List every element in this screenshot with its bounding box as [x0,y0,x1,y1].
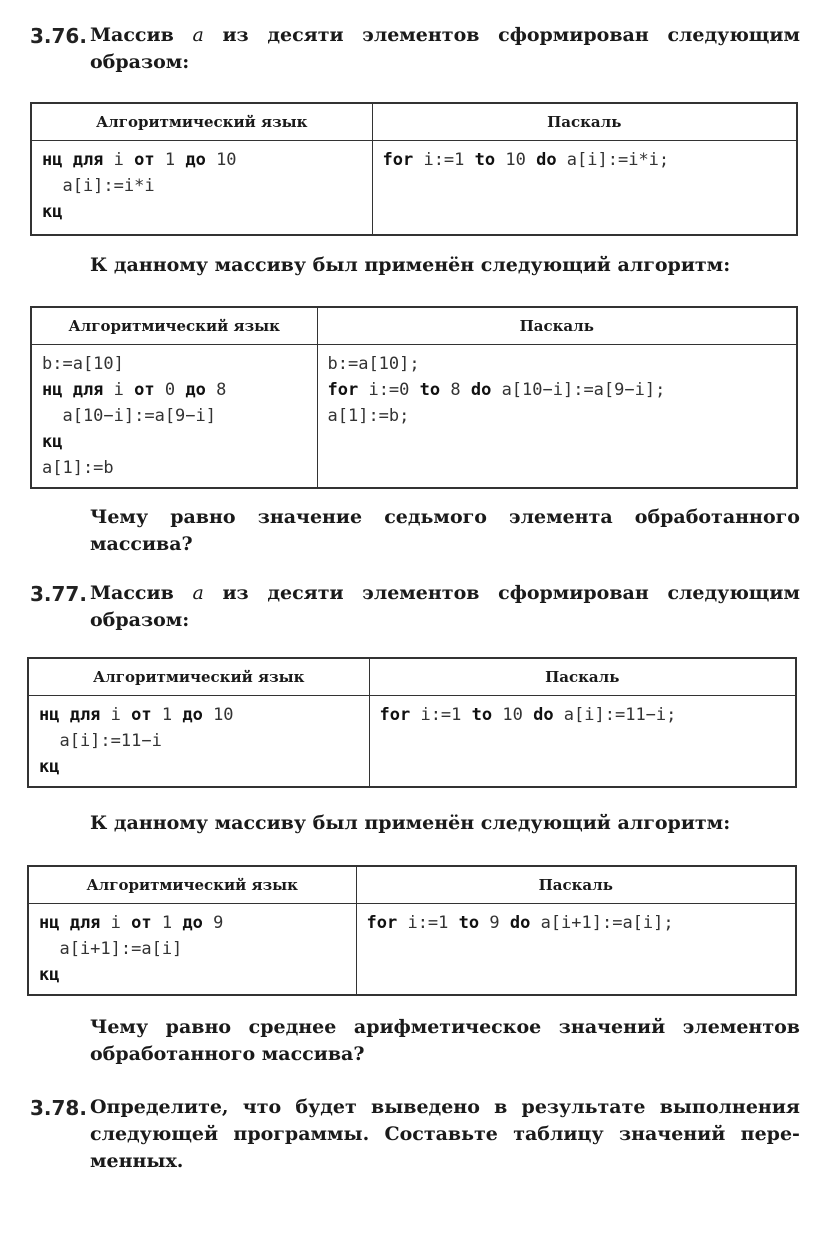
code-token: do [509,913,531,933]
code-token: i [100,913,132,933]
column-header: Алгоритмический язык [28,658,369,696]
code-line [42,429,307,455]
word: десяти [267,24,344,46]
word: будет [295,1096,357,1118]
code-token: до [182,913,203,933]
code-token: i:=0 [358,380,420,400]
word: результате [521,1096,646,1118]
word: сформирован [498,24,649,46]
code-token: i [100,705,132,725]
problem-text-line [90,1094,800,1121]
column-header: Паскаль [317,307,797,345]
word: арифметическое [353,1016,542,1038]
code-line [380,702,786,728]
text-line: К данному массиву был применён следующий алгоритм: [90,254,731,276]
code-token: do [536,150,557,170]
code-line [39,936,346,962]
question-line: обработанного массива? [90,1043,365,1065]
word: элементов [362,24,480,46]
question [90,504,800,558]
problem-3-77-heading [30,580,800,634]
word: пере- [740,1123,800,1145]
problem-3-78 [30,1094,800,1175]
word: элементов [362,582,480,604]
code-token: нц для [42,150,104,170]
text-line: К данному массиву был применён следующий алгоритм: [90,812,731,834]
problem-intro-line [90,580,800,607]
problem-text-line: менных. [90,1150,184,1172]
algorithmic-code-cell [31,141,372,235]
word: из [222,582,249,604]
code-token: кц [39,757,60,777]
code-token: от [131,913,152,933]
code-token: b:=a[10] [42,354,124,374]
code-token: i:=1 [413,150,475,170]
column-header: Алгоритмический язык [31,103,372,141]
problem-number: 3.77. [30,582,87,606]
code-token: 9 [479,913,510,933]
pascal-code-cell [372,141,797,235]
pascal-code-cell [369,696,796,788]
code-token: for [366,913,398,933]
code-token: 8 [205,380,227,400]
code-token: do [533,705,554,725]
code-token: to [419,380,441,400]
code-token: a[10−i]:=a[9−i]; [491,380,666,400]
column-header: Паскаль [356,866,796,904]
code-token: до [182,705,203,725]
code-token: a[i]:=i*i; [556,150,670,170]
code-line [328,377,787,403]
code-token: to [458,913,480,933]
code-token: 10 [205,150,237,170]
code-token: a[10−i]:=a[9−i] [42,406,216,426]
code-line [39,702,359,728]
code-table [27,865,797,996]
code-line [42,147,362,173]
code-table [30,306,798,489]
code-token: нц для [42,380,104,400]
word: следующим [667,24,800,46]
code-token: 8 [440,380,471,400]
code-line [328,351,787,377]
word: среднее [248,1016,337,1038]
word: Чему [90,1016,149,1038]
word: элемента [509,506,613,528]
word: равно [165,1016,232,1038]
code-token: to [471,705,493,725]
problem-3-76-heading [30,22,800,76]
code-line [367,910,786,936]
code-line [42,455,307,481]
word: выполнения [659,1096,800,1118]
word: программы. [233,1123,370,1145]
code-line [39,754,359,780]
code-line [39,962,346,988]
code-token: 1 [151,913,183,933]
code-token: a[i]:=11−i; [553,705,677,725]
code-token: for [382,150,414,170]
code-token: i:=1 [397,913,459,933]
algorithmic-code-cell [31,345,317,489]
column-header: Алгоритмический язык [31,307,317,345]
code-token: 1 [151,705,183,725]
code-token: до [185,150,206,170]
code-table [27,657,797,788]
word: десяти [267,582,344,604]
problem-intro-line: образом: [90,51,190,73]
word: Чему [90,506,149,528]
word: Составьте [384,1123,498,1145]
question-line [90,1014,800,1041]
code-token: от [134,150,155,170]
code-token: кц [42,432,63,452]
code-token: 10 [492,705,534,725]
code-line [39,728,359,754]
word: седьмого [384,506,487,528]
word: из [222,24,249,46]
code-token: 10 [495,150,537,170]
word: равно [170,506,236,528]
code-token: a[1]:=b; [327,406,410,426]
code-token: i:=1 [410,705,472,725]
code-line [383,147,787,173]
problem-number: 3.76. [30,24,87,48]
word: таблицу [513,1123,604,1145]
pascal-code-cell [356,904,796,996]
word: следующим [667,582,800,604]
code-token: a[i+1]:=a[i] [39,939,183,959]
code-token: a[1]:=b [42,458,114,478]
column-header: Паскаль [369,658,796,696]
problem-text-line [90,1121,800,1148]
code-token: от [131,705,152,725]
word: обработанного [634,506,800,528]
word: Массив [90,24,174,46]
code-token: i [103,380,135,400]
code-line [328,403,787,429]
code-token: for [327,380,359,400]
problem-number: 3.78. [30,1096,87,1120]
pascal-code-cell [317,345,797,489]
code-token: a[i]:=i*i [42,176,155,196]
word: значений [558,1016,666,1038]
code-token: кц [39,965,60,985]
column-header: Алгоритмический язык [28,866,356,904]
word: что [242,1096,282,1118]
question-line [90,504,800,531]
word: выведено [371,1096,480,1118]
code-token: do [470,380,492,400]
question-line: массива? [90,533,193,555]
word: следующей [90,1123,219,1145]
word: a [192,582,204,604]
code-line [42,199,362,225]
column-header: Паскаль [372,103,797,141]
code-token: 10 [202,705,234,725]
code-token: b:=a[10]; [327,354,420,374]
word: a [192,24,204,46]
word: Массив [90,582,174,604]
code-token: 1 [154,150,186,170]
code-token: i [103,150,135,170]
code-token: от [134,380,155,400]
code-line [42,173,362,199]
code-line [39,910,346,936]
word: сформирован [498,582,649,604]
code-token: 0 [154,380,186,400]
word: элементов [682,1016,800,1038]
code-token: нц для [39,705,101,725]
code-line [42,377,307,403]
question [90,1014,800,1068]
code-token: a[i+1]:=a[i]; [530,913,674,933]
code-token: 9 [202,913,224,933]
code-line [42,403,307,429]
problem-intro-line: образом: [90,609,190,631]
code-token: до [185,380,206,400]
algorithmic-code-cell [28,696,369,788]
code-token: a[i]:=11−i [39,731,162,751]
code-token: кц [42,202,63,222]
code-token: for [379,705,411,725]
problem-intro-line [90,22,800,49]
code-token: нц для [39,913,101,933]
code-table [30,102,798,236]
word: в [494,1096,508,1118]
word: значений [618,1123,726,1145]
algorithmic-code-cell [28,904,356,996]
code-token: to [474,150,496,170]
code-line [42,351,307,377]
word: Определите, [90,1096,229,1118]
word: значение [257,506,363,528]
